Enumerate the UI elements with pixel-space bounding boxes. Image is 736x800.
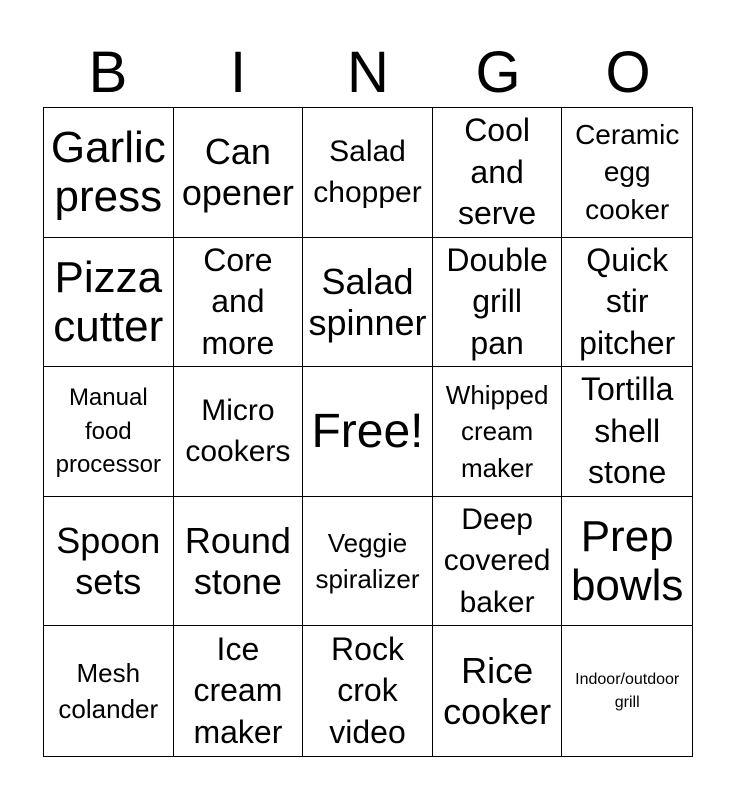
bingo-cell[interactable] [562,108,692,238]
cell-label: Rice cooker [443,649,552,733]
cell-label: Tortilla shell stone [580,371,674,491]
bingo-cell[interactable] [174,367,304,497]
header-letter-g: G [475,40,521,105]
cell-label: Deep covered baker [443,503,551,619]
cell-label: Can opener [181,130,294,214]
cell-label: Ceramic egg cooker [575,118,680,226]
cell-label: Pizza cutter [53,252,164,351]
cell-label: Salad chopper [313,134,422,210]
bingo-cell[interactable] [562,626,692,756]
cell-label: Indoor/outdoor grill [575,671,680,712]
bingo-cell[interactable] [174,238,304,368]
header-letter-b: B [88,40,128,105]
bingo-cell[interactable] [433,238,563,368]
bingo-cell[interactable] [562,497,692,627]
cell-label: Veggie spiralizer [315,527,420,595]
cell-label: Micro cookers [185,394,291,469]
free-label: Free! [311,404,424,458]
header-letter-o: O [605,40,651,105]
bingo-cell[interactable] [174,497,304,627]
bingo-cell[interactable] [433,108,563,238]
cell-label: Double grill pan [446,241,548,361]
bingo-cell[interactable] [303,626,433,756]
cell-label: Core and more [201,241,275,361]
bingo-cell[interactable] [44,497,174,627]
cell-label: Prep bowls [570,511,684,611]
bingo-cell[interactable] [303,108,433,238]
bingo-cell[interactable] [303,497,433,627]
bingo-cell[interactable] [562,367,692,497]
bingo-cell[interactable] [174,108,304,238]
bingo-cell[interactable] [433,367,563,497]
cell-label: Quick stir pitcher [579,241,676,361]
cell-label: Cool and serve [457,111,537,232]
bingo-cell[interactable] [433,497,563,627]
bingo-header [43,40,693,106]
cell-label: Ice cream maker [193,630,283,750]
bingo-cell[interactable] [562,238,692,368]
header-letter-i: I [229,40,247,105]
cell-label: Salad spinner [308,260,427,343]
free-space[interactable] [303,367,433,497]
header-letter-n: N [347,40,389,105]
bingo-cell[interactable] [44,626,174,756]
cell-label: Manual food processor [55,384,161,479]
bingo-cell[interactable] [303,238,433,368]
bingo-cell[interactable] [44,108,174,238]
cell-label: Whipped cream maker [445,379,549,483]
cell-label: Spoon sets [56,519,161,603]
bingo-cell[interactable] [433,626,563,756]
cell-label: Garlic press [50,123,166,222]
bingo-cell[interactable] [44,238,174,368]
cell-label: Mesh colander [58,657,159,725]
bingo-grid [43,107,693,757]
cell-label: Round stone [184,519,291,603]
cell-label: Rock crok video [329,630,406,750]
bingo-cell[interactable] [44,367,174,497]
bingo-cell[interactable] [174,626,304,756]
